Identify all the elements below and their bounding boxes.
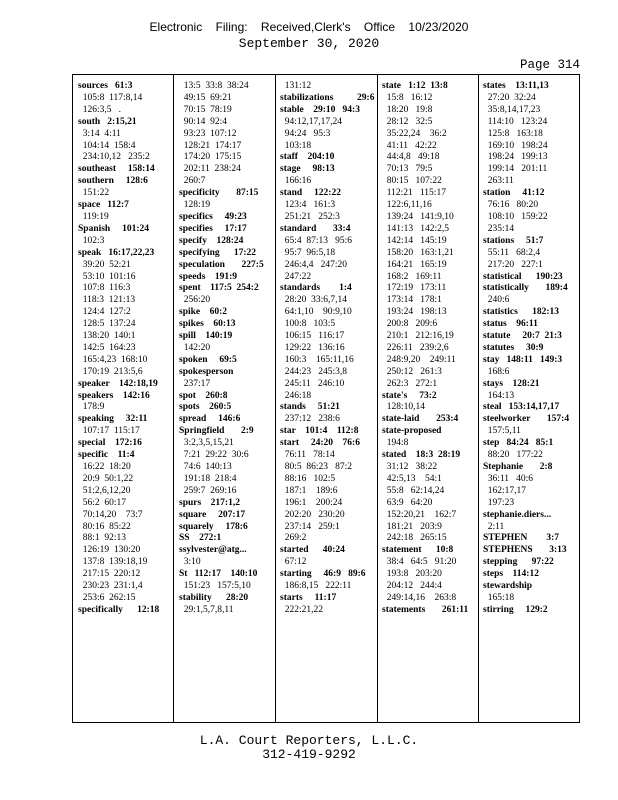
index-page-refs: 200:8 209:6: [382, 319, 438, 330]
index-page-refs: 2:11: [483, 521, 505, 532]
index-headword-line: stewardship: [483, 581, 533, 592]
index-headword-line: spill 140:19: [179, 331, 233, 342]
index-page-refs: 259:7 269:16: [179, 485, 237, 496]
index-page-refs: 74:6 140:13: [179, 462, 232, 472]
index-page-refs: 41:11 42:22: [382, 140, 437, 151]
column-divider: [377, 75, 378, 722]
index-page-refs: 217:15 220:12: [78, 569, 141, 580]
index-page-refs: 129:22 136:16: [280, 342, 345, 353]
index-headword-line: stability 28:20: [179, 592, 249, 603]
index-page-refs: 90:14 92:4: [179, 116, 228, 127]
index-page-refs: 3:2,3,5,15,21: [179, 438, 234, 449]
index-page-refs: 247:22: [280, 271, 312, 282]
index-page-refs: 131:12: [280, 81, 312, 91]
index-headword-line: specifically 12:18: [78, 604, 160, 615]
index-headword-line: statutes 30:9: [483, 342, 544, 353]
filing-stamp: [0, 20, 618, 34]
index-page-refs: 29:1,5,7,8,11: [179, 604, 234, 615]
index-page-refs: 80:5 86:23 87:2: [280, 462, 353, 472]
index-headword-line: Spanish 101:24: [78, 223, 150, 234]
index-headword-line: speakers 142:16: [78, 390, 150, 401]
index-headword-line: statement 10:8: [382, 545, 454, 556]
index-headword-line: specificity 87:15: [179, 188, 259, 199]
index-column-1: [78, 81, 172, 617]
index-page-refs: 204:12 244:4: [382, 581, 442, 592]
word-index-frame: [72, 74, 580, 723]
index-headword-line: station 41:12: [483, 188, 545, 199]
index-headword-line: stable 29:10 94:3: [280, 104, 360, 115]
index-page-refs: 137:8 139:18,19: [78, 557, 148, 568]
index-page-refs: 105:8 117:8,14: [78, 92, 143, 103]
index-page-refs: 178:9: [78, 402, 105, 413]
index-page-refs: 114:10 123:24: [483, 116, 548, 127]
index-headword-line: spikes 60:13: [179, 319, 236, 330]
index-page-refs: 160:3 165:11,16: [280, 354, 354, 365]
index-page-refs: 240:6: [483, 295, 510, 306]
index-page-refs: 244:23 245:3,8: [280, 366, 348, 377]
index-page-refs: 158:20 163:1,21: [382, 247, 454, 258]
index-page-refs: 88:16 102:5: [280, 473, 336, 484]
index-page-refs: 42:5,13 54:1: [382, 473, 442, 484]
index-page-refs: 202:20 230:20: [280, 509, 345, 520]
index-headword-line: steal 153:14,17,17: [483, 402, 560, 413]
index-headword-line: STEPHEN 3:7: [483, 533, 560, 544]
index-headword-line: spots 260:5: [179, 402, 232, 413]
index-page-refs: 126:3,5 .: [78, 104, 122, 115]
index-page-refs: 199:14 201:11: [483, 164, 548, 175]
index-page-refs: 141:13 142:2,5: [382, 223, 450, 234]
index-headword-line: spread 146:6: [179, 414, 241, 425]
index-headword-line: statistically 189:4: [483, 283, 568, 294]
index-page-refs: 51:2,6,12,20: [78, 485, 131, 496]
index-page-refs: 165:4,23 168:10: [78, 354, 148, 365]
index-page-refs: 104:14 158:4: [78, 140, 136, 151]
index-headword-line: steps 114:12: [483, 569, 539, 580]
index-page-refs: 237:14 259:1: [280, 521, 340, 532]
index-headword-line: state-proposed: [382, 426, 442, 437]
index-headword-line: spokesperson: [179, 366, 234, 377]
index-page-refs: 124:4 127:2: [78, 307, 131, 318]
index-headword-line: sources 61:3: [78, 81, 133, 91]
index-headword-line: specific 11:4: [78, 450, 135, 461]
index-headword-line: standard 33:4: [280, 223, 351, 234]
index-page-refs: 235:14: [483, 223, 515, 234]
index-headword-line: stephanie.diers...: [483, 509, 552, 520]
index-headword-line: specify 128:24: [179, 235, 244, 246]
index-page-refs: 103:18: [280, 140, 312, 151]
index-page-refs: 164:13: [483, 390, 515, 401]
index-page-refs: 106:15 116:17: [280, 331, 345, 342]
index-page-refs: 13:5 33:8 38:24: [179, 81, 249, 91]
index-page-refs: 234:10,12 235:2: [78, 152, 150, 163]
index-page-refs: 55:8 62:14,24: [382, 485, 445, 496]
index-page-refs: 250:12 261:3: [382, 366, 442, 377]
index-page-refs: 269:2: [280, 533, 307, 544]
index-page-refs: 164:21 165:19: [382, 259, 447, 270]
index-page-refs: 95:7 96:5,18: [280, 247, 336, 258]
index-page-refs: 118:3 121:13: [78, 295, 136, 306]
index-page-refs: 193:24 198:13: [382, 307, 447, 318]
index-headword-line: special 172:16: [78, 438, 142, 449]
index-page-refs: 169:10 198:24: [483, 140, 548, 151]
index-page-refs: 35:22,24 36:2: [382, 128, 447, 139]
index-headword-line: statistics 182:13: [483, 307, 559, 318]
index-page-refs: 80:16 85:22: [78, 521, 131, 532]
index-page-refs: 237:17: [179, 378, 211, 389]
index-page-refs: 112:21 115:17: [382, 188, 446, 199]
index-headword-line: Springfield 2:9: [179, 426, 254, 437]
index-page-refs: 245:11 246:10: [280, 378, 345, 389]
index-page-refs: 53:10 101:16: [78, 271, 136, 282]
column-divider: [478, 75, 479, 722]
index-page-refs: 253:6 262:15: [78, 592, 136, 603]
index-headword-line: state's 73:2: [382, 390, 437, 401]
index-page-refs: 70:15 78:19: [179, 104, 232, 115]
index-page-refs: 168:6: [483, 366, 510, 377]
index-column-3: [280, 81, 374, 617]
index-page-refs: 198:24 199:13: [483, 152, 548, 163]
index-page-refs: 16:22 18:20: [78, 462, 131, 472]
index-page-refs: 222:21,22: [280, 604, 324, 615]
index-page-refs: 49:15 69:21: [179, 92, 232, 103]
index-headword-line: stays 128:21: [483, 378, 540, 389]
index-headword-line: spike 60:2: [179, 307, 228, 318]
index-headword-line: starting 46:9 89:6: [280, 569, 366, 580]
index-page-refs: 107:8 116:3: [78, 283, 131, 294]
index-page-refs: 128:5 137:24: [78, 319, 136, 330]
index-headword-line: step 84:24 85:1: [483, 438, 554, 449]
index-page-refs: 142:5 164:23: [78, 342, 136, 353]
index-headword-line: standards 1:4: [280, 283, 352, 294]
index-page-refs: 44:4,8 49:18: [382, 152, 440, 163]
index-page-refs: 237:12 238:6: [280, 414, 340, 425]
index-page-refs: 126:19 130:20: [78, 545, 141, 556]
index-page-refs: 142:14 145:19: [382, 235, 447, 246]
filing-word-1: Electronic: [149, 20, 203, 34]
index-page-refs: 36:11 40:6: [483, 473, 534, 484]
index-page-refs: 186:8,15 222:11: [280, 581, 352, 592]
filing-word-4: Office: [363, 20, 396, 34]
index-page-refs: 28:20 33:6,7,14: [280, 295, 348, 306]
index-page-refs: 88:1 92:13: [78, 533, 127, 544]
index-page-refs: 166:16: [280, 176, 312, 187]
filing-word-5: 10/23/2020: [408, 20, 469, 34]
index-headword-line: stabilizations 29:6: [280, 92, 375, 103]
index-headword-line: statute 20:7 21:3: [483, 331, 562, 342]
index-page-refs: 3:10: [179, 557, 201, 568]
index-page-refs: 128:10,14: [382, 402, 426, 413]
index-headword-line: spot 260:8: [179, 390, 228, 401]
index-headword-line: spoken 69:5: [179, 354, 237, 365]
index-page-refs: 100:8 103:5: [280, 319, 336, 330]
reporter-phone: 312-419-9292: [262, 747, 356, 762]
index-headword-line: speak 16:17,22,23: [78, 247, 155, 258]
index-headword-line: SS 272:1: [179, 533, 222, 544]
reporter-name: L.A. Court Reporters, L.L.C.: [199, 733, 419, 748]
index-page-refs: 35:8,14,17,23: [483, 104, 541, 115]
index-page-refs: 260:7: [179, 176, 206, 187]
index-column-2: [179, 81, 273, 617]
index-page-refs: 38:4 64:5 91:20: [382, 557, 457, 568]
index-page-refs: 172:19 173:11: [382, 283, 447, 294]
index-page-refs: 27:20 32:24: [483, 92, 536, 103]
index-headword-line: spurs 217:1,2: [179, 497, 240, 508]
index-page-refs: 67:12: [280, 557, 307, 568]
index-headword-line: spent 117:5 254:2: [179, 283, 259, 294]
index-page-refs: 181:21 203:9: [382, 521, 442, 532]
index-page-refs: 31:12 38:22: [382, 462, 438, 472]
index-headword-line: southeast 158:14: [78, 164, 155, 175]
index-headword-line: staff 204:10: [280, 152, 335, 163]
index-headword-line: statistical 190:23: [483, 271, 563, 282]
index-headword-line: status 96:11: [483, 319, 538, 330]
page-number: Page 314: [519, 58, 580, 72]
index-headword-line: state 1:12 13:8: [382, 81, 448, 91]
index-headword-line: specifies 17:17: [179, 223, 247, 234]
index-page-refs: 197:23: [483, 497, 515, 508]
index-page-refs: 94:24 95:3: [280, 128, 331, 139]
index-page-refs: 251:21 252:3: [280, 211, 340, 222]
index-page-refs: 152:20,21 162:7: [382, 509, 457, 520]
index-page-refs: 139:24 141:9,10: [382, 211, 454, 222]
index-page-refs: 226:11 239:2,6: [382, 342, 449, 353]
index-headword-line: stand 122:22: [280, 188, 341, 199]
index-headword-line: stands 51:21: [280, 402, 340, 413]
index-page-refs: 76:16 80:20: [483, 200, 539, 211]
index-page-refs: 170:19 213:5,6: [78, 366, 143, 377]
index-headword-line: specifics 49:23: [179, 211, 247, 222]
index-headword-line: space 112:7: [78, 200, 129, 211]
index-headword-line: state-laid 253:4: [382, 414, 459, 425]
index-page-refs: 157:5,11: [483, 426, 521, 437]
index-page-refs: 202:11 238:24: [179, 164, 241, 175]
index-page-refs: 39:20 52:21: [78, 259, 131, 270]
index-page-refs: 165:18: [483, 592, 515, 603]
column-divider: [173, 75, 174, 722]
index-page-refs: 174:20 175:15: [179, 152, 242, 163]
index-page-refs: 194:8: [382, 438, 409, 449]
index-page-refs: 102:3: [78, 235, 105, 246]
index-headword-line: stepping 97:22: [483, 557, 554, 568]
index-page-refs: 28:12 32:5: [382, 116, 433, 127]
index-page-refs: 151:22: [78, 188, 110, 199]
index-headword-line: Stephanie 2:8: [483, 462, 553, 472]
index-page-refs: 3:14 4:11: [78, 128, 121, 139]
index-page-refs: 242:18 265:15: [382, 533, 447, 544]
index-headword-line: St 112:17 140:10: [179, 569, 258, 580]
index-page-refs: 187:1 189:6: [280, 485, 338, 496]
index-headword-line: started 40:24: [280, 545, 345, 556]
index-page-refs: 196:1 200:24: [280, 497, 343, 508]
index-page-refs: 119:19: [78, 211, 109, 222]
index-page-refs: 128:21 174:17: [179, 140, 242, 151]
index-page-refs: 64:1,10 90:9,10: [280, 307, 352, 318]
index-page-refs: 55:11 68:2,4: [483, 247, 541, 258]
index-column-5: [483, 81, 577, 617]
index-page-refs: 210:1 212:16,19: [382, 331, 454, 342]
index-headword-line: start 24:20 76:6: [280, 438, 360, 449]
index-page-refs: 94:12,17,17,24: [280, 116, 343, 127]
index-page-refs: 88:20 177:22: [483, 450, 543, 461]
index-page-refs: 93:23 107:12: [179, 128, 237, 139]
index-page-refs: 263:11: [483, 176, 514, 187]
index-headword-line: stirring 129:2: [483, 604, 548, 615]
index-page-refs: 125:8 163:18: [483, 128, 543, 139]
index-page-refs: 168:2 169:11: [382, 271, 442, 282]
index-page-refs: 193:8 203:20: [382, 569, 442, 580]
index-headword-line: south 2:15,21: [78, 116, 137, 127]
index-page-refs: 107:17 115:17: [78, 426, 140, 437]
index-page-refs: 249:14,16 263:8: [382, 592, 457, 603]
index-headword-line: speculation 227:5: [179, 259, 264, 270]
index-headword-line: statements 261:11: [382, 604, 469, 615]
index-page-refs: 142:20: [179, 342, 211, 353]
index-page-refs: 123:4 161:3: [280, 200, 336, 211]
index-page-refs: 70:14,20 73:7: [78, 509, 143, 520]
index-headword-line: stated 18:3 28:19: [382, 450, 461, 461]
index-page-refs: 20:9 50:1,22: [78, 473, 134, 484]
index-page-refs: 248:9,20 249:11: [382, 354, 456, 365]
index-page-refs: 18:20 19:8: [382, 104, 433, 115]
index-page-refs: 230:23 231:1,4: [78, 581, 143, 592]
index-page-refs: 15:8 16:12: [382, 92, 433, 103]
index-headword-line: star 101:4 112:8: [280, 426, 359, 437]
index-page-refs: 173:14 178:1: [382, 295, 442, 306]
index-headword-line: states 13:11,13: [483, 81, 549, 91]
index-headword-line: steelworker 157:4: [483, 414, 570, 425]
index-page-refs: 122:6,11,16: [382, 200, 432, 211]
index-page-refs: 128:19: [179, 200, 211, 211]
index-page-refs: 65:4 87:13 95:6: [280, 235, 353, 246]
index-page-refs: 63:9 64:20: [382, 497, 433, 508]
index-page-refs: 217:20 227:1: [483, 259, 543, 270]
index-page-refs: 56:2 60:17: [78, 497, 127, 508]
index-headword-line: ssylvester@atg...: [179, 545, 247, 556]
index-headword-line: speeds 191:9: [179, 271, 238, 282]
index-page-refs: 162:17,17: [483, 485, 527, 496]
filing-word-3: Received,Clerk's: [260, 20, 351, 34]
index-page-refs: 76:11 78:14: [280, 450, 335, 461]
index-page-refs: 151:23 157:5,10: [179, 581, 251, 592]
index-headword-line: specifying 17:22: [179, 247, 257, 258]
index-headword-line: squarely 178:6: [179, 521, 248, 532]
index-headword-line: stay 148:11 149:3: [483, 354, 563, 365]
index-page-refs: 138:20 140:1: [78, 331, 136, 342]
index-headword-line: starts 11:17: [280, 592, 337, 603]
index-headword-line: speaker 142:18,19: [78, 378, 158, 389]
index-page-refs: 246:4,4 247:20: [280, 259, 348, 270]
index-page-refs: 80:15 107:22: [382, 176, 442, 187]
index-page-refs: 7:21 29:22 30:6: [179, 450, 249, 461]
index-headword-line: stage 98:13: [280, 164, 335, 175]
index-page-refs: 246:18: [280, 390, 312, 401]
index-page-refs: 256:20: [179, 295, 211, 306]
index-page-refs: 262:3 272:1: [382, 378, 438, 389]
index-page-refs: 108:10 159:22: [483, 211, 548, 222]
transcript-date: September 30, 2020: [238, 36, 380, 51]
index-column-4: [382, 81, 476, 617]
column-divider: [275, 75, 276, 722]
index-page-refs: 191:18 218:4: [179, 473, 237, 484]
filing-word-2: Filing:: [215, 20, 248, 34]
index-headword-line: southern 128:6: [78, 176, 148, 187]
index-headword-line: STEPHENS 3:13: [483, 545, 567, 556]
index-headword-line: stations 51:7: [483, 235, 544, 246]
index-headword-line: speaking 32:11: [78, 414, 148, 425]
index-page-refs: 70:13 79:5: [382, 164, 433, 175]
index-headword-line: square 207:17: [179, 509, 246, 520]
